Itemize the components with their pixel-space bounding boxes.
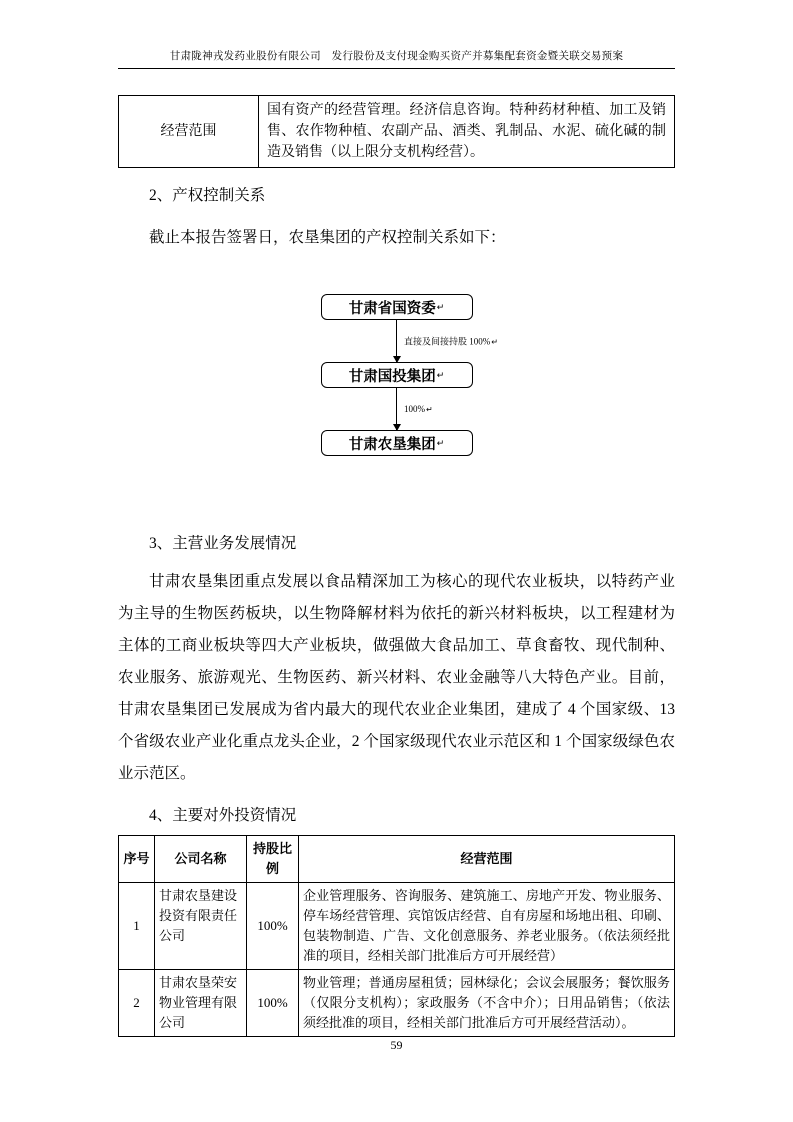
business-scope-table [118,95,675,168]
down-arrow [396,320,498,362]
section-heading-3: 3、主营业务发展情况 [149,535,297,552]
investments-table [118,835,675,1037]
running-header: 甘肃陇神戎发药业股份有限公司 发行股份及支付现金购买资产并募集配套资金暨关联交易预案 [118,48,675,69]
arrow-label-2 [404,404,433,414]
table-row [119,96,675,168]
header-ratio: 持股比例 [247,836,299,883]
flowchart-node-guotou [321,362,473,388]
flowchart-node-nongken [321,430,473,456]
scope-value-cell: 国有资产的经营管理。经济信息咨询。特种药材种植、加工及销售、农作物种植、农副产品、酒类、乳制品、水泥、硫化碱的制造及销售（以上限分支机构经营）。 [259,96,675,168]
header-scope: 经营范围 [299,836,675,883]
flowchart-node-sasac [321,294,473,320]
table-header-row [119,836,675,883]
row-no: 1 [119,883,155,970]
node-label: 甘肃农垦集团 [348,436,436,453]
header-no: 序号 [119,836,155,883]
paragraph-mark: ↵ [491,337,498,347]
row-ratio: 100% [247,883,299,970]
page-number: 59 [390,1038,403,1052]
equity-control-flowchart [118,294,675,456]
arrow-label-text: 直接及间接持股 100% [404,336,491,347]
arrow-label-1 [404,335,498,348]
header-company-name: 公司名称 [155,836,247,883]
row-scope: 企业管理服务、咨询服务、建筑施工、房地产开发、物业服务、停车场经营管理、宾馆饭店经营、自有房屋和场地出租、印刷、包装物制造、广告、文化创意服务、养老业服务。（依法须经批准的项目，经相关部门批准后方可开展经营） [299,883,675,970]
paragraph-mark: ↵ [436,369,445,380]
paragraph-mark: ↵ [426,405,433,414]
row-ratio: 100% [247,970,299,1037]
paragraph-mark: ↵ [436,437,445,448]
table-row [119,970,675,1037]
node-label: 甘肃国投集团 [348,368,436,385]
row-scope: 物业管理；普通房屋租赁；园林绿化；会议会展服务；餐饮服务（仅限分支机构）；家政服务（不含中介）；日用品销售；（依法须经批准的项目，经相关部门批准后方可开展经营活动）。 [299,970,675,1037]
scope-label-cell: 经营范围 [119,96,259,168]
row-company-name: 甘肃农垦建设投资有限责任公司 [155,883,247,970]
section3-paragraph: 甘肃农垦集团重点发展以食品精深加工为核心的现代农业板块，以特药产业为主导的生物医药板块，以生物降解材料为依托的新兴材料板块，以工程建材为主体的工商业板块等四大产业板块，做强做大食品加工、草食畜牧、现代制种、农业服务、旅游观光、生物医药、新兴材料、农业金融等八大特色产业。目前，甘肃农垦集团已发展成为省内最大的现代农业企业集团，建成了 4 个国家级、13个省级农业产业化重点龙头企业，2 个国家级现代农业示范区和 1 个国家级绿色农业示范区。 [118,573,675,782]
paragraph-mark: ↵ [436,301,445,312]
arrow-label-text: 100% [404,404,425,414]
down-arrow [396,388,433,430]
section-heading-2: 2、产权控制关系 [149,187,266,204]
node-label: 甘肃省国资委 [348,300,436,317]
section2-intro: 截止本报告签署日，农垦集团的产权控制关系如下： [149,229,506,246]
section-heading-4: 4、主要对外投资情况 [149,807,297,824]
row-company-name: 甘肃农垦荣安物业管理有限公司 [155,970,247,1037]
table-row [119,883,675,970]
row-no: 2 [119,970,155,1037]
